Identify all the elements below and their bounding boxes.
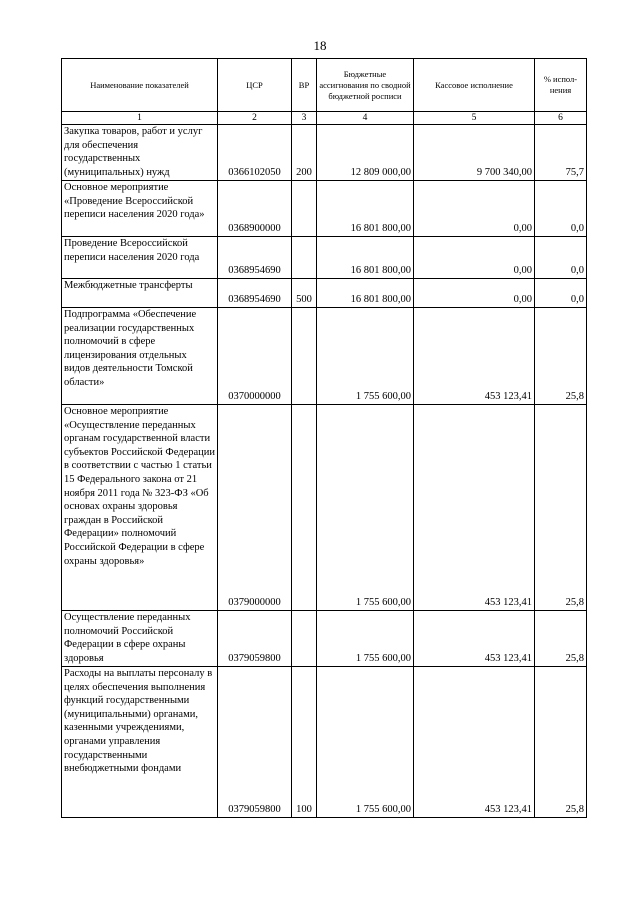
- row-budget: 1 755 600,00: [317, 308, 414, 405]
- row-percent: 25,8: [535, 611, 587, 667]
- table-row: [62, 611, 587, 667]
- row-percent: 75,7: [535, 125, 587, 181]
- row-percent: 25,8: [535, 667, 587, 818]
- row-vr: 500: [292, 279, 317, 308]
- row-budget: 16 801 800,00: [317, 279, 414, 308]
- row-vr: [292, 611, 317, 667]
- row-vr: [292, 308, 317, 405]
- row-budget: 12 809 000,00: [317, 125, 414, 181]
- header-csr: ЦСР: [218, 59, 292, 112]
- table-row: [62, 667, 587, 818]
- column-number: 1: [62, 112, 218, 125]
- header-cash-execution: Кассовое исполнение: [414, 59, 535, 112]
- row-cash: 0,00: [414, 181, 535, 237]
- table-row: [62, 237, 587, 279]
- header-budget-allocations: Бюджетные ассигнования по сводной бюджетной росписи: [317, 59, 414, 112]
- row-budget: 1 755 600,00: [317, 405, 414, 611]
- row-vr: [292, 237, 317, 279]
- row-budget: 16 801 800,00: [317, 181, 414, 237]
- row-percent: 0,0: [535, 181, 587, 237]
- table-row: [62, 405, 587, 611]
- row-budget: 1 755 600,00: [317, 667, 414, 818]
- row-vr: 100: [292, 667, 317, 818]
- header-execution-percent: % испол-нения: [535, 59, 587, 112]
- row-cash: 0,00: [414, 237, 535, 279]
- row-name: Осуществление переданных полномочий Российской Федерации в сфере охраны здоровья: [62, 611, 218, 667]
- row-cash: 453 123,41: [414, 405, 535, 611]
- row-csr: 0368900000: [218, 181, 292, 237]
- row-cash: 453 123,41: [414, 667, 535, 818]
- row-budget: 1 755 600,00: [317, 611, 414, 667]
- row-csr: 0366102050: [218, 125, 292, 181]
- row-csr: 0379059800: [218, 667, 292, 818]
- row-csr: 0379000000: [218, 405, 292, 611]
- table-row: [62, 279, 587, 308]
- budget-execution-table: [61, 58, 587, 818]
- table-row: [62, 125, 587, 181]
- column-number: 4: [317, 112, 414, 125]
- row-cash: 453 123,41: [414, 611, 535, 667]
- column-number-row: [62, 112, 587, 125]
- table-row: [62, 308, 587, 405]
- row-cash: 453 123,41: [414, 308, 535, 405]
- header-name: Наименование показателей: [62, 59, 218, 112]
- row-percent: 0,0: [535, 237, 587, 279]
- row-name: Расходы на выплаты персоналу в целях обеспечения выполнения функций государственными (муниципальными) органами, казенными учреждениями, органами управления государственными внебюджетными фондами: [62, 667, 218, 818]
- row-name: Проведение Всероссийской переписи населения 2020 года: [62, 237, 218, 279]
- row-csr: 0379059800: [218, 611, 292, 667]
- row-name: Основное мероприятие «Осуществление переданных органам государственной власти субъектов Российской Федерации в соответствии с частью 1 статьи 15 Федерального закона от 21 ноября 2011 года № 323-ФЗ «Об основах охраны здоровья граждан в Российской Федерации» полномочий Российской Федерации в сфере охраны здоровья»: [62, 405, 218, 611]
- row-percent: 25,8: [535, 405, 587, 611]
- row-csr: 0368954690: [218, 237, 292, 279]
- row-cash: 9 700 340,00: [414, 125, 535, 181]
- row-cash: 0,00: [414, 279, 535, 308]
- row-percent: 25,8: [535, 308, 587, 405]
- row-csr: 0370000000: [218, 308, 292, 405]
- row-name: Межбюджетные трансферты: [62, 279, 218, 308]
- row-percent: 0,0: [535, 279, 587, 308]
- row-vr: 200: [292, 125, 317, 181]
- header-vr: ВР: [292, 59, 317, 112]
- column-number: 6: [535, 112, 587, 125]
- row-budget: 16 801 800,00: [317, 237, 414, 279]
- column-number: 5: [414, 112, 535, 125]
- row-csr: 0368954690: [218, 279, 292, 308]
- table-header-row: [62, 59, 587, 112]
- table-row: [62, 181, 587, 237]
- column-number: 2: [218, 112, 292, 125]
- row-name: Основное мероприятие «Проведение Всероссийской переписи населения 2020 года»: [62, 181, 218, 237]
- row-name: Закупка товаров, работ и услуг для обеспечения государственных (муниципальных) нужд: [62, 125, 218, 181]
- row-vr: [292, 405, 317, 611]
- page-number: 18: [313, 38, 327, 53]
- column-number: 3: [292, 112, 317, 125]
- row-name: Подпрограмма «Обеспечение реализации государственных полномочий в сфере лицензирования отдельных видов деятельности Томской области»: [62, 308, 218, 405]
- row-vr: [292, 181, 317, 237]
